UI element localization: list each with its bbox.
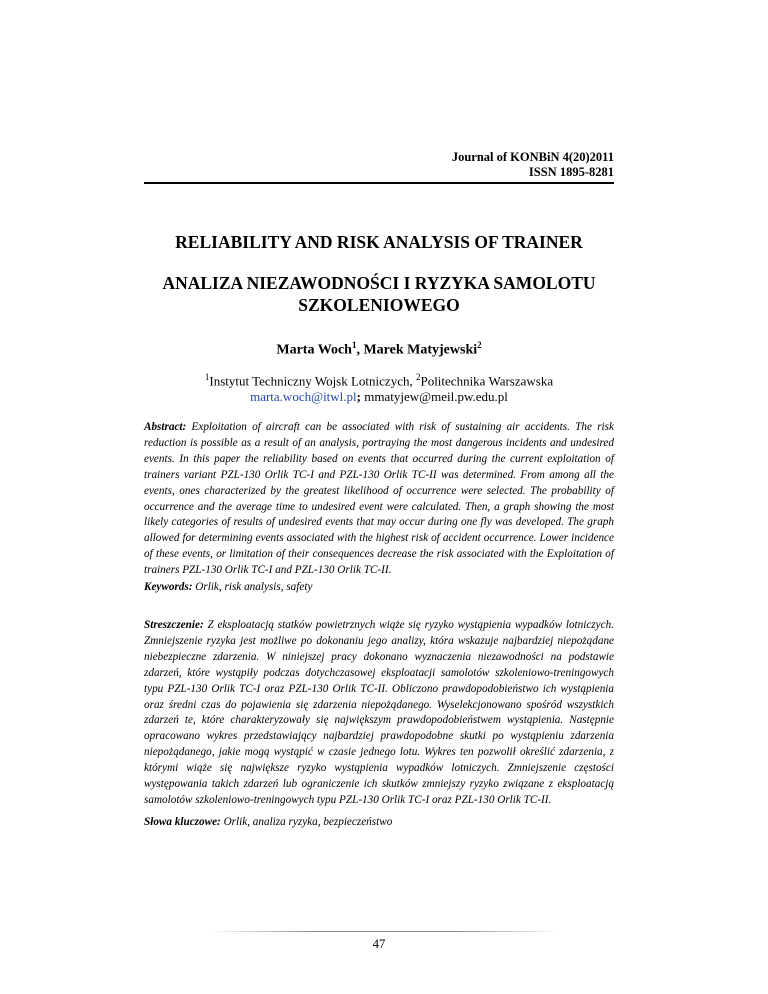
header-rule <box>144 182 614 184</box>
title-polish <box>144 272 614 316</box>
authors <box>144 340 614 359</box>
affil2-sup: 2 <box>415 372 421 382</box>
streszczenie-text: Z eksploatacją statków powietrznych wiąże się ryzyko wystąpienia wypadków lotniczych. Zmniejszenie ryzyka jest możliwe po dokonaniu jego analizy, która wskazuje najbardziej niepożądane niebezpieczne zdarzenia. W niniejszej pracy dokonano wyznaczenia niezawodności na podstawie zdarzeń, które wystąpiły podczas dotychczasowej eksploatacji samolotów szkoleniowo-treningowych typu PZL-130 Orlik TC-I oraz PZL-130 Orlik TC-II. Obliczono prawdopodobieństwo ich wystąpienia oraz średni czas do pojawienia się zdarzenia niepożądanego. Wyselekcjonowano spośród wszystkich zdarzeń te, które charakteryzowały się największym prawdopodobieństwem wystąpienia. Następnie opracowano wykres przedstawiający najbardziej prawdopodobne skutki po wystąpieniu zdarzenia niepożądanego, jakie mogą wystąpić w czasie jednego lotu. Wykres ten pozwolił określić zdarzenia, z którymi wiąże się największe ryzyko wystąpienia wypadków lotniczych. Zmniejszenie częstości występowania takich zdarzeń lub ograniczenie ich skutków zmniejszy ryzyko związane z eksploatacją samolotów szkoleniowo-treningowych typu PZL-130 Orlik TC-I oraz PZL-130 Orlik TC-II. <box>144 619 614 806</box>
abstract-text: Exploitation of aircraft can be associated with risk of sustaining air accidents. The risk reduction is possible as a result of an analysis, portraying the most dangerous incidents and undesired events. In this paper the reliability based on events that occurred during the current exploitation of trainers variant PZL-130 Orlik TC-I and PZL-130 Orlik TC-II was determined. From among all the events, ones characterized by the greatest likelihood of occurrence were selected. The probability of occurrence and the average time to undesired event were calculated. Then, a graph showing the most likely categories of results of undesired events that may occur during one fly was developed. The graph allowed for determining events associated with the highest risk of accident occurrence. Lower incidence of these events, or limitation of their consequences decrease the risk associated with the Exploitation of trainers PZL-130 Orlik TC-I and PZL-130 Orlik TC-II. <box>144 421 614 577</box>
author2-sup: 2 <box>477 340 482 350</box>
journal-header <box>452 150 614 180</box>
email-separator: ; <box>356 389 365 405</box>
author-separator: , <box>356 342 364 358</box>
affil1-sup: 1 <box>204 372 210 382</box>
keywords-text: Orlik, risk analysis, safety <box>192 581 313 593</box>
keywords-paragraph <box>144 580 614 596</box>
title-polish-line1: ANALIZA NIEZAWODNOŚCI I RYZYKA SAMOLOTU <box>162 273 596 293</box>
author-matyjewski: Marek Matyjewski <box>363 342 478 358</box>
streszczenie-label: Streszczenie: <box>144 619 204 631</box>
journal-name: Journal of KONBiN 4(20)2011 <box>451 150 614 164</box>
email-line <box>144 389 614 405</box>
title-english: RELIABILITY AND RISK ANALYSIS OF TRAINER <box>175 232 583 252</box>
affil-pw: Politechnika Warszawska <box>420 373 554 389</box>
keywords-label: Keywords: <box>144 581 193 593</box>
slowa-kluczowe-paragraph <box>144 815 614 831</box>
email-matyjewski: mmatyjew@meil.pw.edu.pl <box>364 389 508 405</box>
slowa-kluczowe-text: Orlik, analiza ryzyka, bezpieczeństwo <box>220 816 393 828</box>
footer-rule <box>210 931 560 932</box>
title-polish-line2: SZKOLENIOWEGO <box>298 295 460 315</box>
email-link-woch[interactable]: marta.woch@itwl.pl <box>250 389 357 405</box>
affiliation-line <box>144 369 614 389</box>
affil-itwl: Instytut Techniczny Wojsk Lotniczych, <box>209 373 416 389</box>
streszczenie-paragraph <box>144 618 614 809</box>
affiliations <box>144 369 614 405</box>
abstract-label: Abstract: <box>144 421 187 433</box>
abstract-paragraph <box>144 420 614 579</box>
author1-sup: 1 <box>351 340 357 350</box>
slowa-kluczowe-label: Słowa kluczowe: <box>144 816 221 828</box>
page-number: 47 <box>372 937 386 951</box>
author-woch: Marta Woch <box>276 342 352 358</box>
journal-issn: ISSN 1895-8281 <box>528 165 614 179</box>
